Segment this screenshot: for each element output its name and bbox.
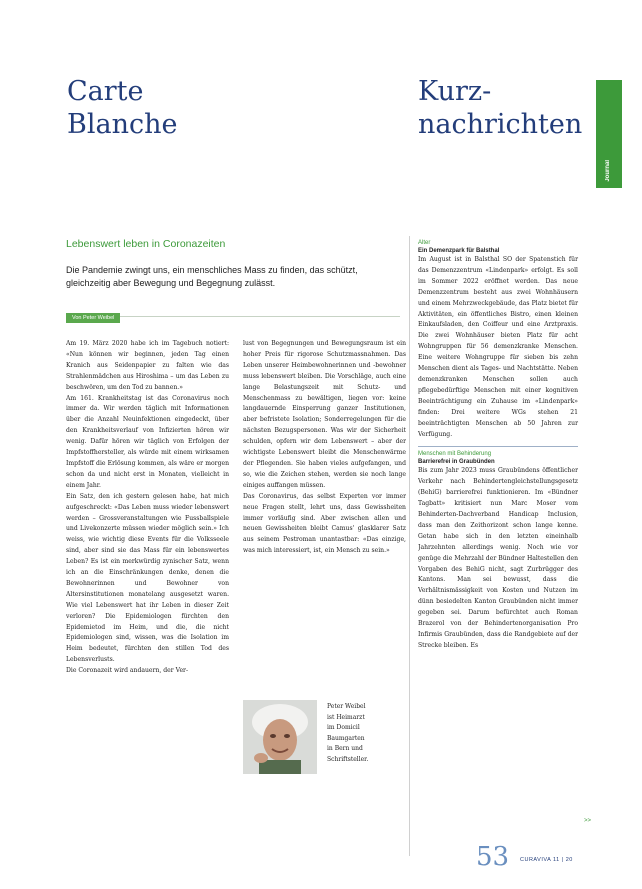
article-lead: Die Pandemie zwingt uns, ein menschliches Mass zu finden, das schützt, gleichzeitig aber Bewegung und Begegnung zulässt.: [66, 265, 358, 288]
column-divider: [409, 236, 410, 856]
news-divider: [418, 446, 578, 447]
news-1-category: Alter: [418, 240, 431, 246]
title-line-2: nachrichten: [418, 109, 583, 140]
news-column: [418, 240, 578, 726]
article-subtitle: Lebenswert leben in Coronazeiten: [66, 238, 226, 250]
page-number: 53: [476, 842, 510, 872]
title-line-1: Carte: [67, 76, 144, 107]
news-1-body: Im August ist in Balsthal SO der Spatenstich für das Demenzzentrum «Lindenpark» erfolgt. Es soll im Sommer 2022 eröffnet werden. Das neue Demenzzentrum besteht aus zwei Wohnhäusern und einem Mehrzweckgebäude, das Platz bietet für Aktivitäten, ein öffentliches Bistro, einen kleinen Einkaufsladen, den Coiffeur und eine Arztpraxis. Die zwei Wohnhäuser bieten Platz für acht Wohngruppen für 56 demenzkranke Menschen. Eine weitere Wohngruppe für sieben bis zehn Menschen dient als Tages- und Nachtstätte. Neben demenzkranken Menschen sollen auch pflegebedürftige Menschen mit einer kognitiven Beeinträchtigung ein Zuhause im «Lindenpark» finden: Drei weitere WGs stehen 21 beeinträchtigten Menschen ab 50 Jahren zur Verfügung.: [418, 256, 578, 438]
continue-arrow: >>: [584, 818, 592, 824]
title-line-1: Kurz-: [418, 76, 492, 107]
kurznachrichten-title: [418, 75, 582, 141]
news-2-body: Bis zum Jahr 2023 muss Graubündens öffentlicher Verkehr nach Behindertengleichstellungsgesetz (BehiG) barrierefrei funktionieren. Im «Bündner Tagbatt» kritisiert nun Marc Moser vom Behinderten-Dachverband Handicap Inclusion, dass man den Zeithorizont schon lange kenne. Getan habe sich in den letzten eineinhalb Jahrzehnten allerdings wenig. Noch wie vor genüge die Mehrzahl der Bündner Haltestellen den Vorgaben des BehiG nicht, sagt Zurbrügger des Kantons. Man sei bewusst, dass die Verhältnismässigkeit von Kosten und Nutzen im dünn besiedelten Kanton Graubünden nicht immer gegeben sei. Darum befürchtet auch Roman Brazerol von der Behindertenorganisation Pro Infirmis Graubünden, dass die Randgebiete auf der Strecke bleiben. Es: [418, 467, 578, 649]
title-line-2: Blanche: [67, 109, 178, 140]
carte-blanche-title: [67, 75, 177, 141]
article-column-1: Am 19. März 2020 habe ich im Tagebuch notiert: «Nun können wir beginnen, jeden Tag einen Kranich aus Seidenpapier zu falten wie das Strahlenmädchen aus Hiroshima – um das Leben zu beschwören, um den Tod zu bannen.» Am 161. Krankheitstag ist das Coronavirus noch immer da. Wir werden täglich mit Informationen über die Anzahl Neuinfektionen eingedeckt, über den Krankheitsverlauf von Infizierten hören wir wenig. Dafür hören wir täglich von Erfolgen der Impfstoffhersteller, als würde mit einem wirksamen Impfstoff die Erlösung kommen, als wäre er morgen schon da und nicht erst in Monaten, vielleicht in einem Jahr. Ein Satz, den ich gestern gelesen habe, hat mich aufgeschreckt: «Das Leben muss wieder lebenswert werden – Grossveranstaltungen wie Fussballspiele und Livekonzerte müssen wieder möglich sein.» Ich weiss, wie wichtig diese Events für die Volksseele sind, aber sind sie das Mass für ein lebenswertes Leben? Es ist ein merkwürdig zynischer Satz, wenn ich an die Einschränkungen denke, denen die Bewohnerinnen und Bewohner von Altersinstitutionen monatelang ausgesetzt waren. Wie viel Lebenswert hat ihr Leben in dieser Zeit verloren? Die Epidemiologen fürchten den Epidemietod im Heim, und die, die nicht Epidemiologen sind, wissen, was die Isolation im Heim bedeutet, fürchten den stillen Tod des Lebensverlusts. Die Coronazeit wird andauern, der Ver-: [66, 340, 229, 675]
news-2-category: Menschen mit Behinderung: [418, 451, 492, 458]
author-caption: Peter Weibel ist Heimarzt im Domicil Baumgarten in Bern und Schriftsteller.: [327, 703, 369, 763]
author-tag: Von Peter Weibel: [66, 313, 120, 323]
section-side-tab: [596, 80, 622, 188]
author-photo: [243, 700, 317, 774]
news-2-headline: Barrierefrei in Graubünden: [418, 459, 495, 466]
article-column-2: lust von Begegnungen und Bewegungsraum ist ein hoher Preis für rigorose Schutzmassnahmen. Das Leben unserer Heimbewohnerinnen und -bewohner muss lebenswert bleiben. Die Vorschläge, auch eine lange Belastungszeit mit Schutz- und Menschenmass zu bewältigen, liegen vor: keine langdauernde Einsperrung ganzer Institutionen, aber befristete Isolation; Sonderregelungen für die nächsten Bezugspersonen. Was wir der Sicherheit schulden, opfern wir dem Lebenswert – aber der wichtigste Lebenswert bleibt die Menschenwärme der Pflegenden. Sie haben vieles aufgefangen, und so, wie die Zeichen stehen, werden sie noch lange einiges auffangen müssen. Das Coronavirus, das selbst Experten vor immer neue Fragen stellt, lehrt uns, dass Gewissheiten immer vorläufig sind. Aber zwischen allen und neuen Gewissheiten bleibt Camus' glasklarer Satz aus seinem Pestroman unantastbar: «Das einzige, was mich interessiert, ist, ein Mensch zu sein.»: [243, 340, 406, 555]
side-tab-label: Journal: [605, 160, 611, 182]
magazine-footer: CURAVIVA 11 | 20: [520, 857, 573, 863]
news-1-headline: Ein Demenzpark für Balsthal: [418, 248, 500, 254]
